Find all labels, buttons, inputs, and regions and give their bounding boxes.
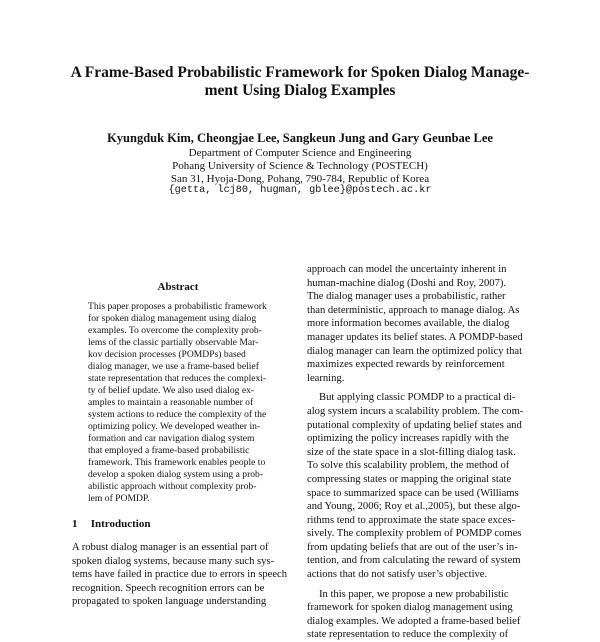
body-line: spoken dialog systems, because many such sys- xyxy=(72,555,275,567)
body-line: actions that do not satisfy user’s objective. xyxy=(307,569,488,581)
body-line: rithms tend to approximate the state space exces- xyxy=(307,514,515,526)
body-line: learning. xyxy=(307,372,345,384)
body-line: tems have failed in practice due to errors in speech xyxy=(72,569,288,581)
paper-title xyxy=(60,64,540,100)
abstract-line: kov decision processes (POMDPs) based xyxy=(88,349,246,360)
body-line: The dialog manager uses a probabilistic, rather xyxy=(307,291,506,303)
body-line: But applying classic POMDP to a practical di- xyxy=(319,392,516,404)
body-line: dialog examples. We adopted a frame-based belief xyxy=(307,615,521,627)
abstract-line: This paper proposes a probabilistic framework xyxy=(88,301,267,312)
title-line: ment Using Dialog Examples xyxy=(204,82,396,99)
body-line: To solve this scalability problem, the method of xyxy=(307,460,510,472)
body-line: propagated to spoken language understanding xyxy=(72,596,267,608)
abstract-line: lems of the classic partially observable Mar- xyxy=(88,337,259,348)
abstract-line: amples to maintain a reasonable number of xyxy=(88,397,254,408)
body-line: from updating beliefs that are out of the user’s in- xyxy=(307,541,518,553)
abstract-line: optimizing policy. We developed weather in- xyxy=(88,421,261,432)
author-list: Kyungduk Kim, Cheongjae Lee, Sangkeun Jung and Gary Geunbae Lee xyxy=(107,131,493,145)
body-line: dialog manager can learn the optimized policy that xyxy=(307,345,523,357)
affiliation-line: Pohang University of Science & Technology (POSTECH) xyxy=(172,159,428,172)
body-line: size of the state space in a slot-filling dialog task. xyxy=(307,446,516,458)
body-line: alog system incurs a scalability problem. The com- xyxy=(307,405,524,417)
abstract-line: develop a spoken dialog system using a prob- xyxy=(88,469,264,480)
right-column-body xyxy=(307,263,532,642)
abstract-line: framework. This framework enables people to xyxy=(88,457,266,468)
section-number: 1 xyxy=(72,518,78,530)
body-line: optimizing the policy increases rapidly with the xyxy=(307,433,509,445)
author-emails: {getta, lcj80, hugman, gblee}@postech.ac.kr xyxy=(168,185,432,197)
body-line: In this paper, we propose a new probabilistic xyxy=(319,588,509,600)
affiliation-line: Department of Computer Science and Engineering xyxy=(188,147,412,159)
body-line: approach can model the uncertainty inherent in xyxy=(307,264,507,275)
body-line: tention, and from calculating the reward of system xyxy=(307,555,521,567)
body-line: manager updates its belief states. A POMDP-based xyxy=(307,331,523,343)
body-line: recognition. Speech recognition errors can be xyxy=(72,582,265,594)
body-line: sively. The complexity problem of POMDP comes xyxy=(307,528,522,540)
abstract-line: for spoken dialog management using dialog xyxy=(88,313,257,324)
title-line: A Frame-Based Probabilistic Framework for Spoken Dialog Manage- xyxy=(70,64,530,81)
body-line: A robust dialog manager is an essential part of xyxy=(72,542,269,553)
abstract-line: system actions to reduce the complexity of the xyxy=(88,409,267,420)
body-line: putational complexity of updating belief states and xyxy=(307,419,522,431)
section-title: Introduction xyxy=(90,518,151,530)
body-line: more information becomes available, the dialog xyxy=(307,318,510,330)
section-heading-introduction xyxy=(72,518,150,530)
body-line: maximizes expected rewards by reinforcement xyxy=(307,359,505,371)
abstract-line: lem of POMDP. xyxy=(88,493,150,504)
affiliation-block xyxy=(60,147,540,198)
abstract-line: state representation that reduces the complexi- xyxy=(88,373,267,384)
abstract-line: abilistic approach without complexity prob- xyxy=(88,481,257,492)
body-line: framework for spoken dialog management using xyxy=(307,602,513,614)
abstract-line: examples. To overcome the complexity prob- xyxy=(88,325,262,336)
abstract-line: that employed a frame-based probabilistic xyxy=(88,445,250,456)
abstract-body xyxy=(88,301,268,505)
body-line: compressing states or mapping the original state xyxy=(307,473,512,485)
body-line: state representation to reduce the complexity of xyxy=(307,629,509,641)
abstract-heading: Abstract xyxy=(157,281,199,293)
abstract-line: ty of belief update. We also used dialog ex- xyxy=(88,385,255,396)
body-line: human-machine dialog (Doshi and Roy, 2007). xyxy=(307,277,507,289)
abstract-line: dialog manager, we use a frame-based belief xyxy=(88,361,259,372)
body-line: space to summarized space can be used (Williams xyxy=(307,487,519,499)
body-line: and Young, 2006; Roy et al.,2005), but these algo- xyxy=(307,501,521,513)
abstract-line: formation and car navigation dialog system xyxy=(88,433,255,444)
left-column-body xyxy=(72,541,297,609)
affiliation-line: San 31, Hyoja-Dong, Pohang, 790-784, Republic of Korea xyxy=(170,172,430,185)
body-line: than deterministic, approach to manage dialog. As xyxy=(307,304,520,316)
